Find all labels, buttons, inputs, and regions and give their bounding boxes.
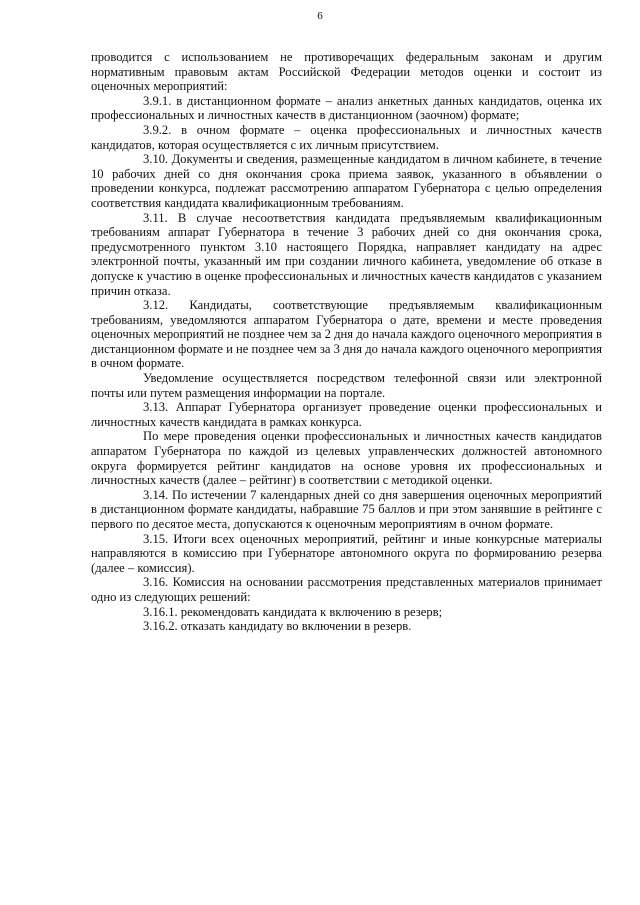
page-number: 6 xyxy=(317,10,323,22)
paragraph-3-16-2: 3.16.2. отказать кандидату во включении в резерв. xyxy=(143,619,412,634)
paragraph-3-14: 3.14. По истечении 7 календарных дней со дня завершения оценочных мероприятий в дистанционном формате кандидаты, набравшие 75 баллов и при этом занявшие в рейтинге с первого по десятое места, допускаются к оценочным мероприятиям в очном формате. xyxy=(91,487,602,531)
document-body xyxy=(91,50,602,634)
paragraph-rating: По мере проведения оценки профессиональных и личностных качеств кандидатов аппаратом Губернатора по каждой из целевых управленческих должностей автономного округа формируется рейтинг кандидатов на основе уровня их профессиональных и личностных качеств (далее – рейтинг) в соответствии с методикой оценки. xyxy=(91,429,602,488)
paragraph-3-9-1: 3.9.1. в дистанционном формате – анализ анкетных данных кандидатов, оценка их профессиональных и личностных качеств в дистанционном (заочном) формате; xyxy=(91,93,602,123)
paragraph-3-10: 3.10. Документы и сведения, размещенные кандидатом в личном кабинете, в течение 10 рабочих дней со дня окончания срока приема заявок, указанного в объявлении о проведении конкурса, подлежат рассмотрению аппаратом Губернатора с целью определения соответствия кандидата квалификационным требованиям. xyxy=(91,152,602,210)
paragraph-3-16: 3.16. Комиссия на основании рассмотрения представленных материалов принимает одно из следующих решений: xyxy=(91,575,602,604)
paragraph-3-9-2: 3.9.2. в очном формате – оценка профессиональных и личностных качеств кандидатов, которая осуществляется с их личным присутствием. xyxy=(91,122,602,152)
paragraph-3-13: 3.13. Аппарат Губернатора организует проведение оценки профессиональных и личностных качеств кандидата в рамках конкурса. xyxy=(91,400,602,429)
paragraph-3-15: 3.15. Итоги всех оценочных мероприятий, рейтинг и иные конкурсные материалы направляются в комиссию при Губернаторе автономного округа по формированию резерва (далее – комиссия). xyxy=(91,531,602,575)
paragraph-3-16-1: 3.16.1. рекомендовать кандидата к включению в резерв; xyxy=(143,604,443,619)
paragraph-continuation: проводится с использованием не противоречащих федеральным законам и другим нормативным правовым актам Российской Федерации методов оценки и состоит из оценочных мероприятий: xyxy=(91,50,602,94)
paragraph-3-12: 3.12. Кандидаты, соответствующие предъявляемым квалификационным требованиям, уведомляются аппаратом Губернатора о дате, времени и месте проведения оценочных мероприятий не позднее чем за 2 дня до начала каждого оценочного мероприятия в дистанционном формате и не позднее чем за 3 дня до начала каждого оценочного мероприятия в очном формате. xyxy=(91,298,603,371)
paragraph-3-11: 3.11. В случае несоответствия кандидата предъявляемым квалификационным требованиям аппарат Губернатора в течение 3 рабочих дней со дня окончания срока, предусмотренного пунктом 3.10 настоящего Порядка, направляет кандидату на адрес электронной почты, указанный им при создании личного кабинета, уведомление об отказе в допуске к участию в оценке профессиональных и личностных качеств кандидатов с указанием причин отказа. xyxy=(91,210,602,298)
paragraph-notification: Уведомление осуществляется посредством телефонной связи или электронной почты или путем размещения информации на портале. xyxy=(91,371,602,400)
